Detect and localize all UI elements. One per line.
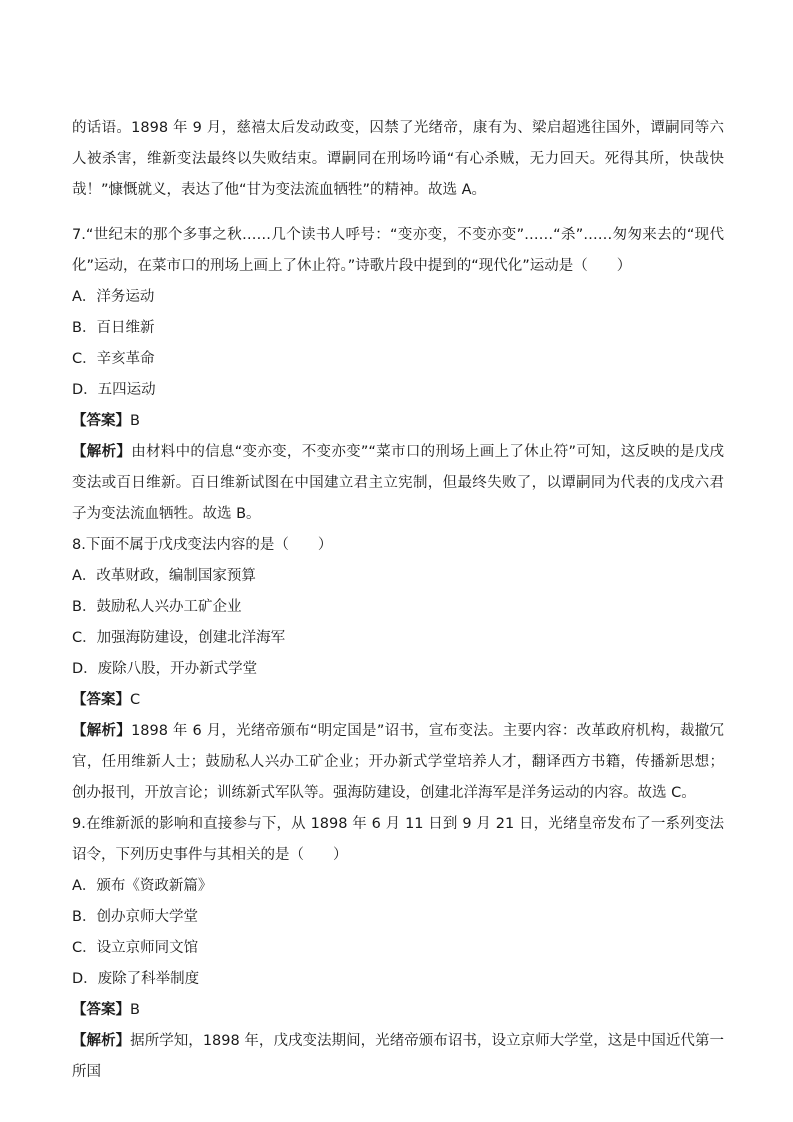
analysis-paragraph [72,437,724,530]
option-d: D．废除八股，开办新式学堂 [72,661,258,677]
option-c: C．加强海防建设，创建北洋海军 [72,630,286,646]
option-c: C．辛亥革命 [72,351,155,367]
option-d: D．废除了科举制度 [72,971,200,987]
analysis-paragraph [72,716,724,809]
option-b: B．百日维新 [72,320,155,336]
document-content [72,98,724,1088]
option-c: C．设立京师同文馆 [72,940,199,956]
question-stem: 8.下面不属于戊戌变法内容的是（ ） [72,537,333,553]
option-a: A．洋务运动 [72,289,155,305]
question-stem: 7.“世纪末的那个多事之秋……几个读书人呼号：“变亦变，不变亦变”……“杀”……匆匆来去的“现代化”运动，在菜市口的刑场上画上了休止符。”诗歌片段中提到的“现代化”运动是（ ） [72,227,724,274]
option-b: B．鼓励私人兴办工矿企业 [72,599,242,615]
option-b: B．创办京师大学堂 [72,909,198,925]
answer-label: 【答案】 [72,692,130,708]
answer-label: 【答案】 [72,413,130,429]
analysis-paragraph [72,1026,724,1088]
answer-line [72,995,724,1026]
answer-line [72,406,724,437]
analysis-text: 1898 年 6 月，光绪帝颁布“明定国是”诏书，宣布变法。主要内容：改革政府机构，裁撤冗官，任用维新人士；鼓励私人兴办工矿企业；开办新式学堂培养人才，翻译西方书籍，传播新思想；创办报刊，开放言论；训练新式军队等。强海防建设，创建北洋海军是洋务运动的内容。故选 C。 [72,723,724,801]
answer-line [72,685,724,716]
analysis-label: 【解析】 [72,723,132,739]
question-stem: 9.在维新派的影响和直接参与下，从 1898 年 6 月 11 日到 9 月 21 日，光绪皇帝发布了一系列变法诏令，下列历史事件与其相关的是（ ） [72,816,724,863]
question-7 [72,220,724,530]
option-a: A．改革财政，编制国家预算 [72,568,256,584]
answer-value: B [130,1002,140,1018]
answer-value: B [130,413,140,429]
analysis-text: 由材料中的信息“变亦变，不变亦变”“菜市口的刑场上画上了休止符”可知，这反映的是戊戌变法或百日维新。百日维新试图在中国建立君主立宪制，但最终失败了，以谭嗣同为代表的戊戌六君子为变法流血牺牲。故选 B。 [72,444,725,522]
question-9 [72,809,724,1088]
option-a: A．颁布《资政新篇》 [72,878,213,894]
answer-value: C [130,692,141,708]
option-d: D．五四运动 [72,382,156,398]
answer-label: 【答案】 [72,1002,130,1018]
question-8 [72,530,724,809]
analysis-label: 【解析】 [72,1033,131,1049]
intro-paragraph: 的话语。1898 年 9 月，慈禧太后发动政变，囚禁了光绪帝，康有为、梁启超逃往国外，谭嗣同等六人被杀害，维新变法最终以失败结束。谭嗣同在刑场吟诵“有心杀贼，无力回天。死得其所，快哉快哉！”慷慨就义，表达了他“甘为变法流血牺牲”的精神。故选 A。 [72,119,724,198]
analysis-label: 【解析】 [72,444,132,460]
analysis-text: 据所学知，1898 年，戊戌变法期间，光绪帝颁布诏书，设立京师大学堂，这是中国近代第一所国 [72,1033,725,1080]
